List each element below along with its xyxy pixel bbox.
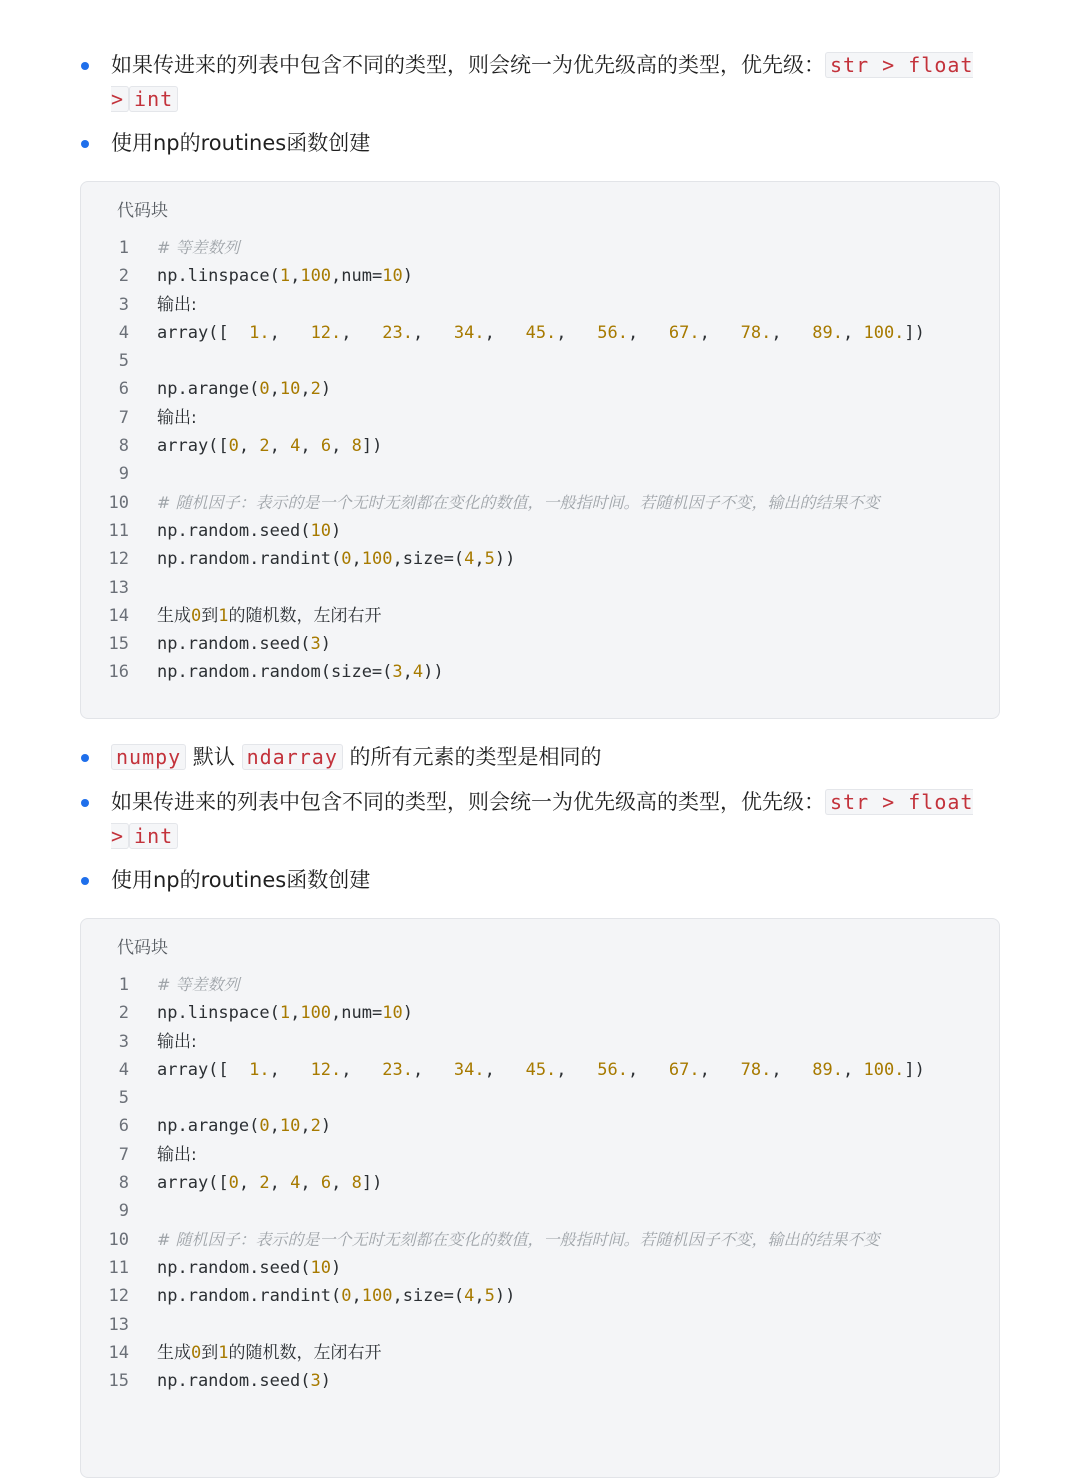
code-line [81,347,999,375]
bullet-text [88,48,1008,116]
code-line [81,1254,999,1282]
code-number: 89. [812,322,843,343]
code-number: 10 [382,266,403,287]
bullet-text-segment: 如果传进来的列表中包含不同的类型，则会统一为优先级高的类型，优先级： [111,53,825,77]
code-number: 89. [812,1059,843,1080]
code-token: array([ [157,322,250,343]
code-number: 100 [300,1003,332,1024]
code-line [81,319,999,347]
code-token: , [269,1059,311,1080]
code-token: 输出: [157,1144,197,1165]
line-number: 8 [118,436,129,457]
inline-code: int [129,823,178,849]
code-token: ]) [361,436,383,457]
code-token: np.arange( [157,379,260,400]
code-line [81,1169,999,1197]
bullet-text-segment: 的所有元素的类型是相同的 [342,745,602,769]
line-number: 1 [118,238,129,258]
code-token: ,size=( [392,549,465,570]
code-token: , [300,379,311,400]
code-token: 的随机数，左闭右开 [228,1342,382,1363]
code-number: 12. [310,1059,342,1080]
code-line [81,1282,999,1310]
code-token: np.random.randint( [157,549,342,570]
code-text [157,630,331,658]
code-line [81,1339,999,1367]
code-token: array([ [157,436,229,457]
code-token: ) [402,266,413,287]
code-number: 5 [484,1286,495,1307]
line-number: 11 [108,520,129,541]
code-number: 4 [290,1173,301,1194]
code-token: , [351,1286,362,1307]
code-token: ) [320,634,332,655]
code-number: 78. [740,322,772,343]
code-number: 78. [740,1059,772,1080]
code-number: 45. [525,1059,557,1080]
code-token: np.random.seed( [157,1371,311,1392]
code-token: np.arange( [157,1116,260,1137]
code-number: 100 [361,549,393,570]
code-token: , [556,1059,598,1080]
code-token: 生成 [157,605,191,626]
code-token: , [300,1116,311,1137]
code-number: 4 [412,662,424,683]
line-number: 15 [108,1371,129,1392]
line-number: 9 [118,1201,129,1222]
code-token: ,num= [331,1003,383,1024]
code-token: , [402,662,413,683]
bullet-item [88,740,1008,774]
code-line [81,1367,999,1395]
line-number: 14 [108,605,129,626]
line-number: 11 [108,1257,129,1278]
code-token: , [699,322,741,343]
code-number: 1 [218,605,229,626]
code-number: 3 [310,1371,321,1392]
code-token: 到 [201,605,219,626]
code-line [81,432,999,460]
line-number: 5 [118,351,129,372]
code-token: np.random.seed( [157,520,311,541]
code-line [81,1197,999,1225]
code-token: , [351,549,362,570]
code-token: , [300,1173,321,1194]
bullet-text-segment: 使用np的routines函数创建 [111,131,371,155]
line-number: 12 [108,549,129,570]
inline-code: str > float > [111,53,974,111]
code-number: 0 [341,1286,352,1307]
inline-code: ndarray [242,744,343,770]
inline-code: int [129,86,178,112]
code-number: 10 [310,1257,332,1278]
code-line [81,1056,999,1084]
code-text [157,517,341,545]
code-text [157,1367,331,1395]
code-number: 45. [525,322,557,343]
code-number: 0 [341,549,352,570]
code-number: 8 [351,436,362,457]
code-number: 2 [310,379,321,400]
code-number: 0 [259,379,270,400]
code-number: 1. [249,1059,270,1080]
code-token: , [331,1173,352,1194]
code-token: , [290,266,301,287]
code-number: 0 [228,436,239,457]
code-number: 0 [191,605,202,626]
bullet-text-segment: 默认 [186,745,242,769]
code-token: )) [423,662,444,683]
line-number: 4 [118,322,129,343]
line-number: 9 [118,464,129,485]
code-text [157,1169,382,1197]
code-line [81,291,999,319]
code-token: ) [320,1116,332,1137]
code-block-2 [80,918,1000,1478]
code-number: 56. [597,322,628,343]
bullet-text-segment: 使用np的routines函数创建 [111,868,371,892]
code-line [81,234,999,262]
code-token: , [269,322,311,343]
code-text [157,971,240,999]
code-line [81,375,999,403]
code-token: ) [331,1257,342,1278]
line-number: 1 [118,975,129,995]
code-token: 输出: [157,294,197,315]
bullet-item [88,863,1008,897]
code-number: 100. [863,1059,905,1080]
code-line [81,404,999,432]
code-text [157,658,444,686]
code-token: np.linspace( [157,266,280,287]
code-number: 23. [382,1059,413,1080]
line-number: 10 [108,1229,129,1250]
code-token: , [269,436,291,457]
line-number: 13 [108,1314,129,1335]
code-token: , [699,1059,741,1080]
code-number: 8 [351,1173,362,1194]
code-line [81,545,999,573]
code-number: 1 [218,1342,229,1363]
bullet-text [88,126,1008,160]
code-lines [81,971,999,1395]
code-token: , [238,1173,260,1194]
line-number: 13 [108,577,129,598]
code-token: 生成 [157,1342,191,1363]
bullet-item [88,48,1008,116]
bullet-dot-icon [81,877,89,885]
bullet-dot-icon [81,799,89,807]
bullet-text [88,740,1008,774]
code-number: 1. [249,322,270,343]
code-number: 2 [259,436,270,457]
line-number: 7 [118,407,129,428]
bullet-item [88,126,1008,160]
code-number: 12. [310,322,342,343]
code-token: , [484,322,526,343]
code-text [157,1056,925,1084]
code-token: ,size=( [392,1286,465,1307]
code-number: 2 [259,1173,270,1194]
line-number: 6 [118,1116,129,1137]
line-number: 2 [118,266,129,287]
code-text [157,1028,197,1056]
code-number: 10 [310,520,332,541]
code-token: ) [331,520,342,541]
line-number: 14 [108,1342,129,1363]
code-text [157,1141,197,1169]
code-number: 0 [228,1173,239,1194]
code-number: 0 [259,1116,270,1137]
code-token: , [341,322,383,343]
code-token: 输出: [157,1031,197,1052]
code-number: 3 [392,662,403,683]
line-number: 16 [108,662,129,683]
code-text [157,1254,341,1282]
code-number: 100 [300,266,332,287]
code-token: np.linspace( [157,1003,280,1024]
code-text [157,545,515,573]
code-text [157,291,197,319]
code-line [81,460,999,488]
line-number: 5 [118,1088,129,1109]
code-token: np.random.randint( [157,1286,342,1307]
code-token: np.random.seed( [157,634,311,655]
code-token: , [771,1059,813,1080]
code-line [81,1084,999,1112]
line-number: 12 [108,1286,129,1307]
code-line [81,999,999,1027]
code-text [157,1112,331,1140]
code-token: 的随机数，左闭右开 [228,605,382,626]
code-number: 6 [320,1173,332,1194]
code-text [157,262,413,290]
code-line [81,1311,999,1339]
code-number: 100 [361,1286,393,1307]
code-text [157,1282,515,1310]
line-number: 15 [108,634,129,655]
code-token: np.random.seed( [157,1257,311,1278]
code-number: 4 [464,549,475,570]
code-token: ) [320,1371,332,1392]
code-token: , [269,1173,291,1194]
code-token: 到 [201,1342,219,1363]
code-text [157,319,925,347]
code-number: 23. [382,322,413,343]
code-token: , [290,1003,301,1024]
code-block-title: 代码块 [117,201,168,221]
code-token: , [269,379,280,400]
code-token: , [269,1116,280,1137]
code-token: , [771,322,813,343]
code-line [81,574,999,602]
code-token: ) [402,1003,413,1024]
code-line [81,630,999,658]
code-number: 1 [279,266,291,287]
line-number: 4 [118,1059,129,1080]
code-number: 3 [310,634,321,655]
code-token: )) [494,1286,516,1307]
code-text [157,432,382,460]
code-number: 67. [668,1059,700,1080]
code-number: 2 [310,1116,321,1137]
inline-code: numpy [111,744,186,770]
code-number: 67. [668,322,700,343]
code-number: 34. [453,322,485,343]
bullet-text-segment: 如果传进来的列表中包含不同的类型，则会统一为优先级高的类型，优先级： [111,790,825,814]
code-token: array([ [157,1059,250,1080]
code-text [157,234,240,262]
bullet-text [88,785,1008,853]
code-token: ]) [361,1173,383,1194]
code-text [157,404,197,432]
line-number: 3 [118,294,129,315]
code-line [81,602,999,630]
inline-code: str > float > [111,790,974,848]
code-token: , [474,1286,485,1307]
code-text [157,375,331,403]
code-comment: # 随机因子：表示的是一个无时无刻都在变化的数值，一般指时间。若随机因子不变，输出的结果不变 [157,1229,880,1249]
code-token: array([ [157,1173,229,1194]
code-token: ) [320,379,332,400]
code-number: 0 [191,1342,202,1363]
code-token: , [484,1059,526,1080]
line-number: 10 [108,492,129,513]
bullet-dot-icon [81,754,89,762]
code-number: 1 [279,1003,291,1024]
code-line [81,1226,999,1254]
code-line [81,1028,999,1056]
code-token: , [842,322,864,343]
code-comment: # 等差数列 [157,238,240,257]
code-token: , [556,322,598,343]
code-line [81,262,999,290]
code-line [81,971,999,999]
code-number: 4 [290,436,301,457]
code-text [157,489,880,517]
code-lines [81,234,999,687]
code-text [157,999,413,1027]
code-block-1 [80,181,1000,719]
code-number: 6 [320,436,332,457]
code-token: ]) [904,1059,925,1080]
bullet-text [88,863,1008,897]
code-token: , [627,1059,669,1080]
code-token: )) [494,549,516,570]
bullet-item [88,785,1008,853]
code-number: 10 [279,1116,301,1137]
code-number: 10 [279,379,301,400]
line-number: 6 [118,379,129,400]
code-comment: # 等差数列 [157,975,240,994]
code-number: 56. [597,1059,628,1080]
code-line [81,658,999,686]
code-token: ,num= [331,266,383,287]
code-token: , [341,1059,383,1080]
code-token: np.random.random(size=( [157,662,393,683]
code-token: , [627,322,669,343]
code-block-title: 代码块 [117,938,168,958]
bullet-dot-icon [81,140,89,148]
line-number: 2 [118,1003,129,1024]
code-text [157,1226,880,1254]
code-token: ]) [904,322,925,343]
code-number: 10 [382,1003,403,1024]
code-number: 5 [484,549,495,570]
line-number: 3 [118,1031,129,1052]
code-token: , [412,322,454,343]
bullet-dot-icon [81,62,89,70]
code-line [81,517,999,545]
code-token: , [842,1059,864,1080]
line-number: 8 [118,1173,129,1194]
code-text [157,602,382,630]
code-comment: # 随机因子：表示的是一个无时无刻都在变化的数值，一般指时间。若随机因子不变，输出的结果不变 [157,492,880,512]
code-token: , [238,436,260,457]
code-line [81,1112,999,1140]
code-token: 输出: [157,407,197,428]
code-number: 34. [453,1059,485,1080]
line-number: 7 [118,1144,129,1165]
code-text [157,1339,382,1367]
code-number: 100. [863,322,905,343]
code-number: 4 [464,1286,475,1307]
code-token: , [474,549,485,570]
code-line [81,1141,999,1169]
code-line [81,489,999,517]
code-token: , [300,436,321,457]
code-token: , [331,436,352,457]
code-token: , [412,1059,454,1080]
